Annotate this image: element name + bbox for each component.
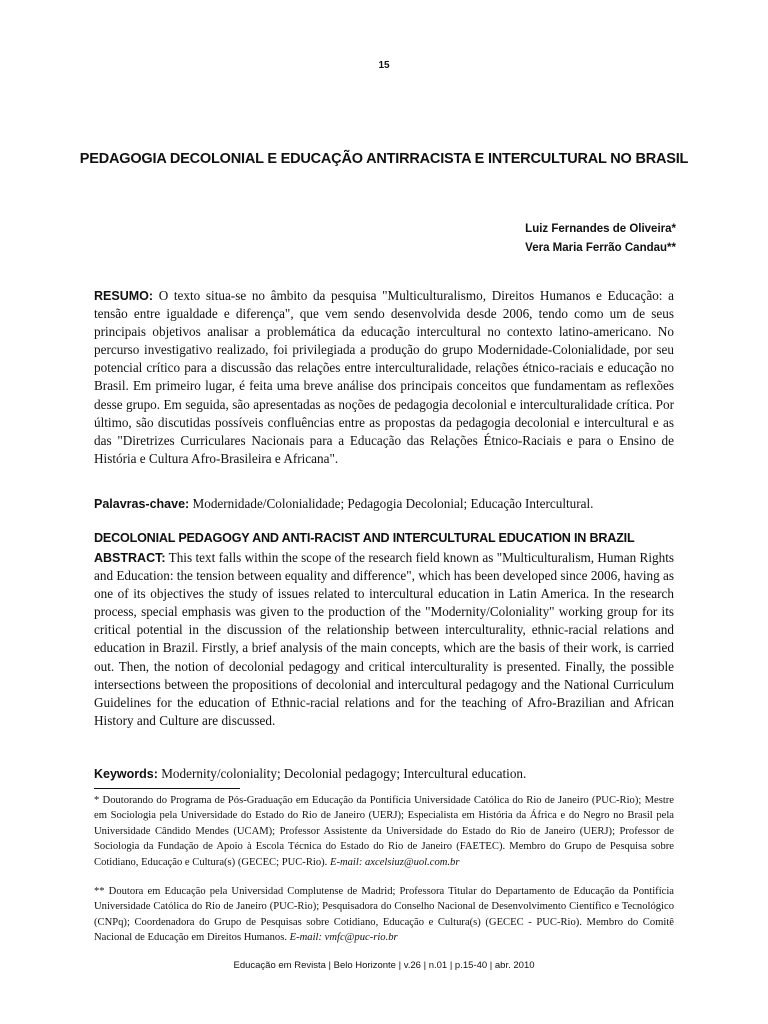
keywords-paragraph xyxy=(94,765,674,783)
palavras-chave-text: Modernidade/Colonialidade; Pedagogia Decolonial; Educação Intercultural. xyxy=(192,496,594,511)
footnote-author-1 xyxy=(94,793,674,870)
footnote-text: * Doutorando do Programa de Pós-Graduação em Educação da Pontifícia Universidade Católica do Rio de Janeiro (PUC-Rio); Mestre em Sociologia pela Universidade do Estado do Rio de Janeiro (UERJ); Especialista em História da África e do Negro no Brasil pela Universidade Cândido Mendes (UCAM); Professor Assistente da Universidade do Estado do Rio de Janeiro (UERJ); Professor de Sociologia da Fundação de Apoio à Escola Técnica do Estado do Rio de Janeiro (FAETEC). Membro do Grupo de Pesquisa sobre Cotidiano, Educação e Cultura(s) (GECEC; PUC-Rio). xyxy=(94,795,674,868)
article-title: PEDAGOGIA DECOLONIAL E EDUCAÇÃO ANTIRRACISTA E INTERCULTURAL NO BRASIL xyxy=(79,151,689,167)
english-title: DECOLONIAL PEDAGOGY AND ANTI-RACIST AND INTERCULTURAL EDUCATION IN BRAZIL xyxy=(94,531,635,545)
footnote-author-2 xyxy=(94,884,674,946)
keywords-text: Modernity/coloniality; Decolonial pedagogy; Intercultural education. xyxy=(161,766,527,781)
palavras-chave-paragraph xyxy=(94,495,674,513)
author-name: Luiz Fernandes de Oliveira* xyxy=(525,223,676,235)
abstract-paragraph xyxy=(94,549,674,730)
footnote-divider xyxy=(94,788,240,789)
abstract-label: ABSTRACT: xyxy=(94,551,166,565)
abstract-text: This text falls within the scope of the research field known as "Multiculturalism, Human Rights and Education: the tension between equality and difference", which has been developed since 2006, having as one of its objectives the study of issues related to intercultural education in Latin America. In the research process, special emphasis was given to the production of the "Modernity/Coloniality" working group for its critical potential in the discussion of the relationship between interculturality, ethnic-racial relations and education in Brazil. Firstly, a brief analysis of the main concepts, which are the basis of their work, is carried out. Then, the notion of decolonial pedagogy and critical interculturality is presented. Finally, the possible intersections between the propositions of decolonial and intercultural pedagogy and the National Curriculum Guidelines for the education of Ethnic-racial relations and for the teaching of Afro-Brazilian and African History and Culture are discussed. xyxy=(94,550,675,728)
resumo-text: O texto situa-se no âmbito da pesquisa "Multiculturalismo, Direitos Humanos e Educação: a tensão entre igualdade e diferença", que vem sendo desenvolvida desde 2006, tendo como um de seus principais objetivos analisar a problemática da educação intercultural no contexto latino-americano. No percurso investigativo realizado, foi privilegiada a produção do grupo Modernidade-Colonialidade, por seu potencial crítico para a discussão das relações entre interculturalidade, relações étnico-raciais e educação no Brasil. Em primeiro lugar, é feita uma breve análise dos principais conceitos que fundamentam as reflexões desse grupo. Em seguida, são apresentadas as noções de pedagogia decolonial e interculturalidade crítica. Por último, são discutidas possíveis confluências entre as propostas da pedagogia decolonial e intercultural e as das "Diretrizes Curriculares Nacionais para a Educação das Relações Étnico-Raciais e para o Ensino de História e Cultura Afro-Brasileira e Africana". xyxy=(94,288,674,466)
palavras-chave-label: Palavras-chave: xyxy=(94,497,190,511)
footnote-email: E-mail: axcelsiuz@uol.com.br xyxy=(329,856,460,868)
keywords-label: Keywords: xyxy=(94,767,158,781)
authors xyxy=(525,220,676,258)
author-name: Vera Maria Ferrão Candau** xyxy=(525,242,676,254)
resumo-paragraph xyxy=(94,287,674,468)
page-number: 15 xyxy=(378,60,390,71)
footnote-text: ** Doutora em Educação pela Universidad Complutense de Madrid; Professora Titular do Departamento de Educação da Pontifícia Universidade Católica do Rio de Janeiro (PUC-Rio); Pesquisadora do Conselho Nacional de Desenvolvimento Científico e Tecnológico (CNPq); Coordenadora do Grupo de Pesquisas sobre Cotidiano, Educação e Cultura(s) (GECEC - PUC-Rio). Membro do Comitê Nacional de Educação em Direitos Humanos. xyxy=(94,886,674,944)
journal-footer: Educação em Revista | Belo Horizonte | v.26 | n.01 | p.15-40 | abr. 2010 xyxy=(233,960,535,971)
footnote-email: E-mail: vmfc@puc-rio.br xyxy=(289,932,398,944)
resumo-label: RESUMO: xyxy=(94,289,154,303)
